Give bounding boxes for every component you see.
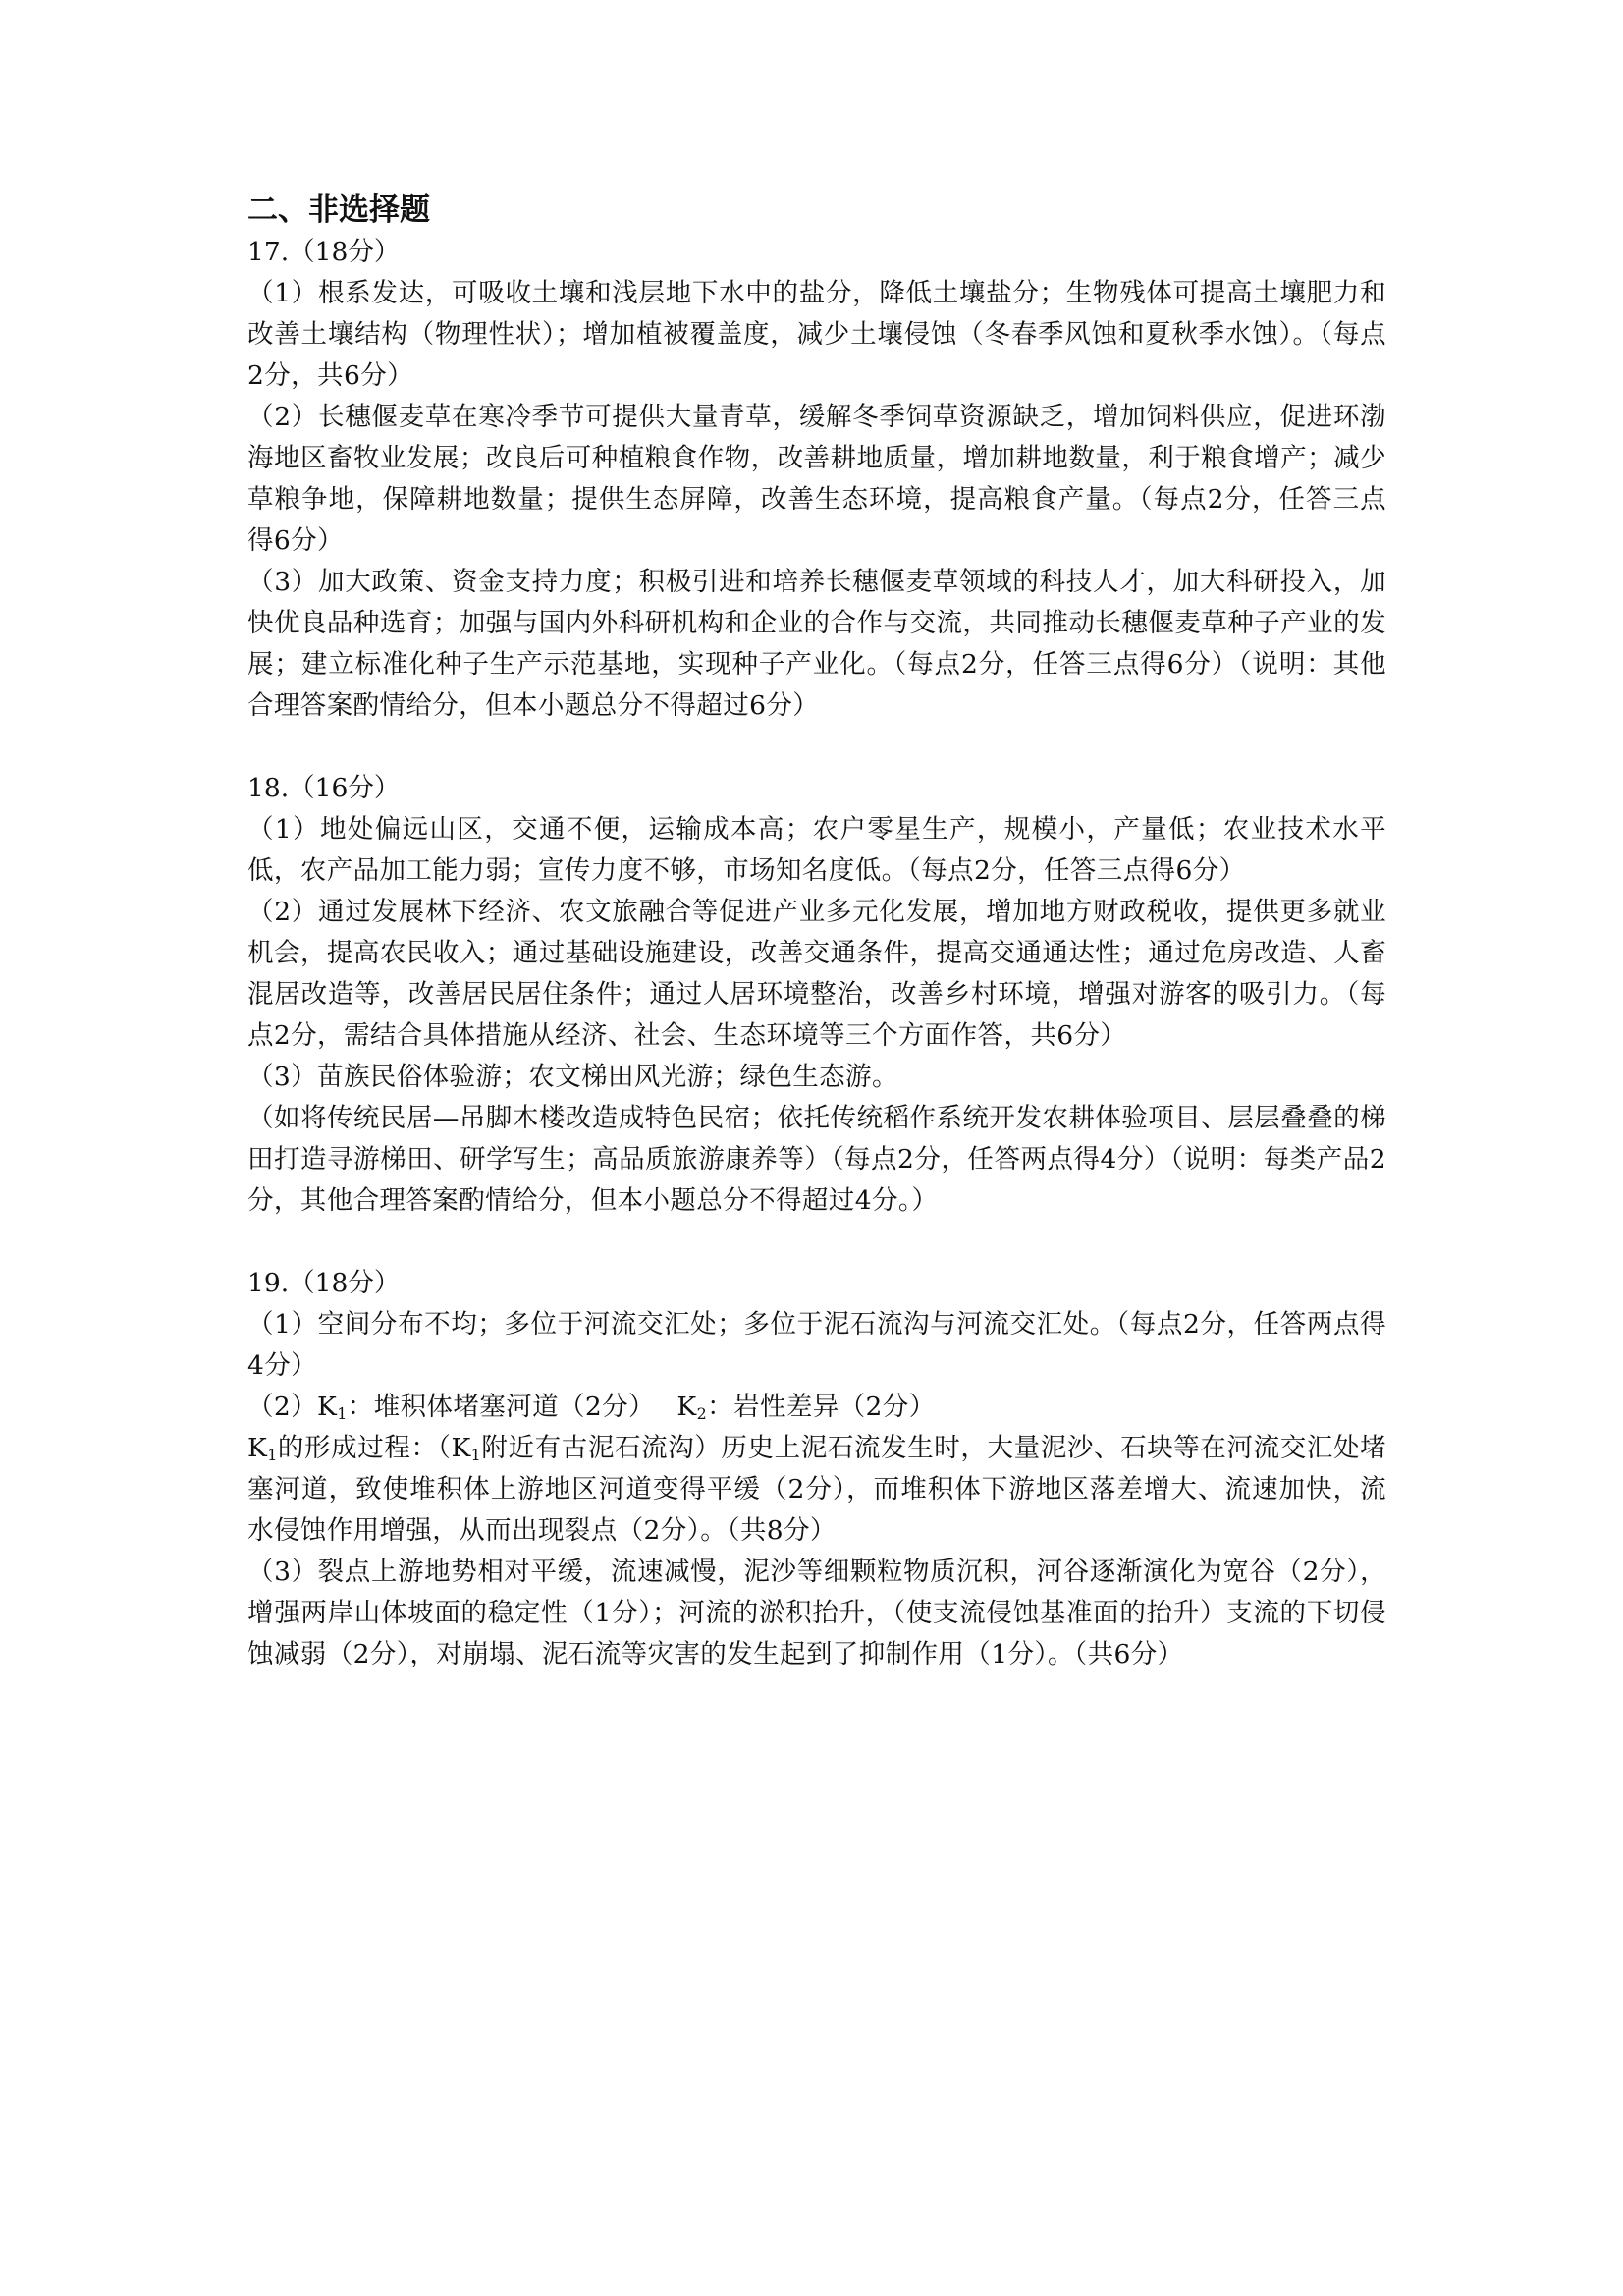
q18-answer-3: （3）苗族民俗体验游；农文梯田风光游；绿色生态游。 [247,1062,898,1092]
section-title: 二、非选择题 [247,192,430,228]
q17-answer-2: （2）长穗偃麦草在寒冷季节可提供大量青草，缓解冬季饲草资源缺乏，增加饲料供应，促进环渤海地区畜牧业发展；改良后可种植粮食作物，改善耕地质量，增加耕地数量，利于粮食增产；减少草粮争地，保障耕地数量；提供生态屏障，改善生态环境，提高粮食产量。（每点2分，任答三点得6分） [247,402,1386,556]
q19-answer-2: $(2)K_1$：堆积体堵塞河道（2分） $K_2$：岩性差异（2分） [247,1392,936,1423]
spacer [247,727,1386,768]
q18-answer-2: （2）通过发展林下经济、农文旅融合等促进产业多元化发展，增加地方财政税收，提供更多就业机会，提高农民收入；通过基础设施建设，改善交通条件，提高交通通达性；通过危房改造、人畜混居改造等，改善居民居住条件；通过人居环境整治，改善乡村环境，增强对游客的吸引力。（每点2分，需结合具体措施从经济、社会、生态环境等三个方面作答，共6分） [247,897,1386,1051]
q19-answer-3: （3）裂点上游地势相对平缓，流速减慢，泥沙等细颗粒物质沉积，河谷逐渐演化为宽谷（2分），增强两岸山体坡面的稳定性（1分）；河流的淤积抬升，（使支流侵蚀基准面的抬升）支流的下切侵蚀减弱（2分），对崩塌、泥石流等灾害的发生起到了抑制作用（1分）。（共6分） [247,1557,1386,1669]
q19-k1-formation: $K_1$的形成过程：（$K_1$附近有古泥石流沟）历史上泥石流发生时，大量泥沙、石块等在河流交汇处堵塞河道，致使堆积体上游地区河道变得平缓（2分），而堆积体下游地区落差增大、流速加快，流水侵蚀作用增强，从而出现裂点（2分）。（共8分） [247,1433,1386,1546]
answer-page [247,189,1386,1675]
question-17-heading: 17.（18分） [247,237,401,267]
q18-answer-1: （1）地处偏远山区，交通不便，运输成本高；农户零星生产，规模小，产量低；农业技术水平低，农产品加工能力弱；宣传力度不够，市场知名度低。（每点2分，任答三点得6分） [247,814,1386,886]
question-19-heading: 19.（18分） [247,1268,401,1298]
q17-answer-3: （3）加大政策、资金支持力度；积极引进和培养长穗偃麦草领域的科技人才，加大科研投入，加快优良品种选育；加强与国内外科研机构和企业的合作与交流，共同推动长穗偃麦草种子产业的发展；建立标准化种子生产示范基地，实现种子产业化。（每点2分，任答三点得6分）（说明：其他合理答案酌情给分，但本小题总分不得超过6分） [247,567,1386,721]
q17-answer-1: （1）根系发达，可吸收土壤和浅层地下水中的盐分，降低土壤盐分；生物残体可提高土壤肥力和改善土壤结构（物理性状）；增加植被覆盖度，减少土壤侵蚀（冬春季风蚀和夏秋季水蚀）。（每点2分，共6分） [247,278,1386,391]
question-18-heading: 18.（16分） [247,773,401,803]
q18-answer-3-examples: （如将传统民居—吊脚木楼改造成特色民宿；依托传统稻作系统开发农耕体验项目、层层叠叠的梯田打造寻游梯田、研学写生；高品质旅游康养等）（每点2分，任答两点得4分）（说明：每类产品2分，其他合理答案酌情给分，但本小题总分不得超过4分。） [247,1103,1386,1216]
q19-answer-1: （1）空间分布不均；多位于河流交汇处；多位于泥石流沟与河流交汇处。（每点2分，任答两点得4分） [247,1309,1386,1381]
spacer [247,1222,1386,1263]
